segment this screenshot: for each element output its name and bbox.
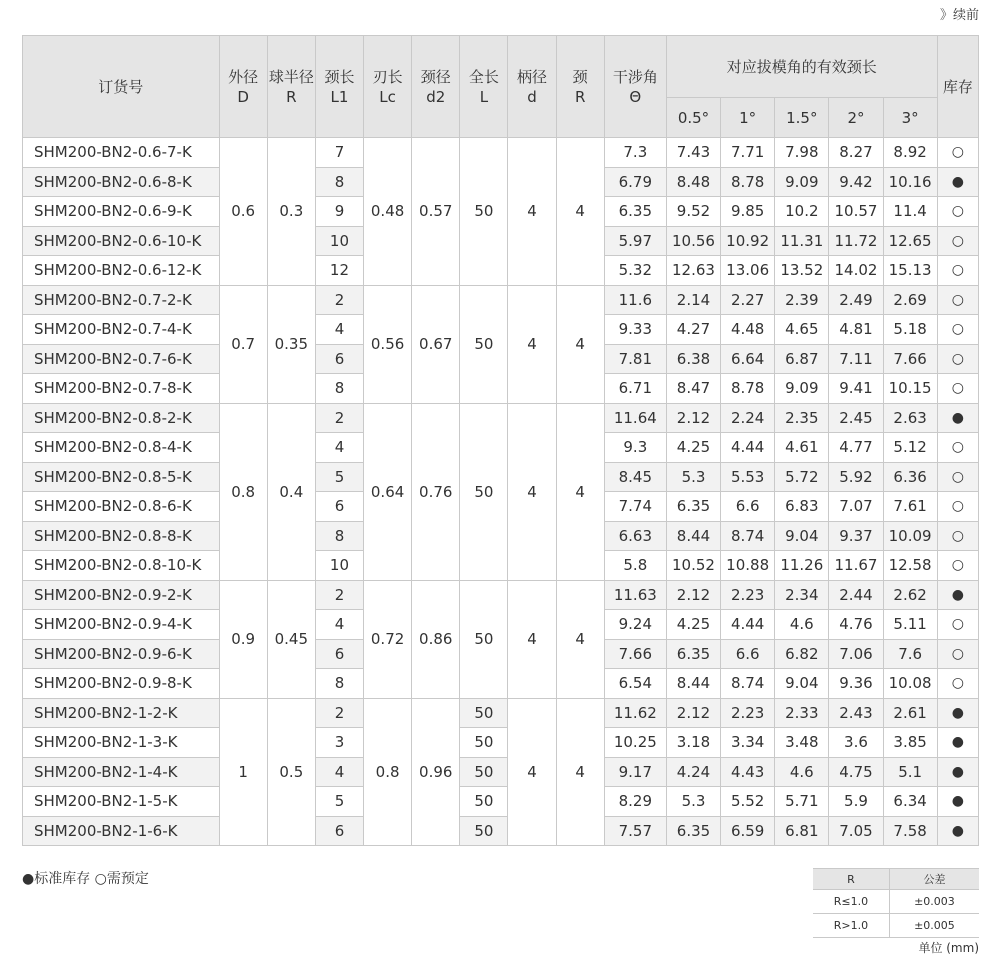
- effective-length: 7.98: [775, 138, 829, 168]
- interference-angle: 11.62: [604, 698, 666, 728]
- effective-length: 8.74: [721, 669, 775, 699]
- neck-r: 4: [556, 138, 604, 286]
- overall-length: 50: [460, 285, 508, 403]
- stock-indicator: ○: [937, 138, 978, 168]
- header-L: 全长 L: [460, 36, 508, 138]
- stock-indicator: ●: [937, 167, 978, 197]
- standard-stock-label: 标准库存: [34, 871, 91, 887]
- effective-length: 9.09: [775, 374, 829, 404]
- effective-length: 6.34: [883, 787, 937, 817]
- effective-length: 6.35: [666, 492, 720, 522]
- neck-diameter: 0.67: [412, 285, 460, 403]
- ball-radius: 0.45: [267, 580, 315, 698]
- neck-length: 2: [315, 403, 363, 433]
- header-theta: 干涉角 Θ: [604, 36, 666, 138]
- effective-length: 2.12: [666, 580, 720, 610]
- effective-length: 8.47: [666, 374, 720, 404]
- tolerance-header-value: 公差: [889, 869, 979, 890]
- effective-length: 11.31: [775, 226, 829, 256]
- header-L1: 颈长 L1: [315, 36, 363, 138]
- stock-indicator: ○: [937, 256, 978, 286]
- stock-indicator: ○: [937, 315, 978, 345]
- overall-length: 50: [460, 698, 508, 728]
- effective-length: 4.76: [829, 610, 883, 640]
- header-d: 柄径 d: [508, 36, 556, 138]
- effective-length: 7.61: [883, 492, 937, 522]
- effective-length: 8.44: [666, 669, 720, 699]
- neck-length: 5: [315, 787, 363, 817]
- interference-angle: 11.6: [604, 285, 666, 315]
- effective-length: 4.65: [775, 315, 829, 345]
- effective-length: 6.6: [721, 639, 775, 669]
- effective-length: 3.18: [666, 728, 720, 758]
- effective-length: 10.08: [883, 669, 937, 699]
- effective-length: 4.75: [829, 757, 883, 787]
- interference-angle: 7.81: [604, 344, 666, 374]
- effective-length: 4.25: [666, 610, 720, 640]
- outer-diameter: 1: [219, 698, 267, 846]
- ball-radius: 0.5: [267, 698, 315, 846]
- effective-length: 2.12: [666, 403, 720, 433]
- overall-length: 50: [460, 728, 508, 758]
- table-row: [23, 580, 979, 610]
- order-code: SHM200-BN2-1-2-K: [23, 698, 220, 728]
- order-code: SHM200-BN2-0.7-6-K: [23, 344, 220, 374]
- effective-length: 6.81: [775, 816, 829, 846]
- effective-length: 4.44: [721, 433, 775, 463]
- effective-length: 6.38: [666, 344, 720, 374]
- table-row: [23, 138, 979, 168]
- interference-angle: 6.71: [604, 374, 666, 404]
- effective-length: 9.04: [775, 521, 829, 551]
- neck-length: 12: [315, 256, 363, 286]
- order-code: SHM200-BN2-0.7-4-K: [23, 315, 220, 345]
- stock-indicator: ○: [937, 521, 978, 551]
- effective-length: 5.9: [829, 787, 883, 817]
- effective-length: 7.71: [721, 138, 775, 168]
- order-code: SHM200-BN2-0.7-8-K: [23, 374, 220, 404]
- order-code: SHM200-BN2-1-3-K: [23, 728, 220, 758]
- effective-length: 5.72: [775, 462, 829, 492]
- neck-length: 4: [315, 433, 363, 463]
- effective-length: 9.37: [829, 521, 883, 551]
- neck-length: 8: [315, 521, 363, 551]
- table-body: [23, 138, 979, 846]
- shank-diameter: 4: [508, 698, 556, 846]
- effective-length: 10.88: [721, 551, 775, 581]
- effective-length: 4.24: [666, 757, 720, 787]
- order-code: SHM200-BN2-0.8-6-K: [23, 492, 220, 522]
- tolerance-header-r: R: [813, 869, 889, 890]
- overall-length: 50: [460, 580, 508, 698]
- order-code: SHM200-BN2-1-4-K: [23, 757, 220, 787]
- effective-length: 12.58: [883, 551, 937, 581]
- effective-length: 13.52: [775, 256, 829, 286]
- stock-indicator: ○: [937, 492, 978, 522]
- effective-length: 8.44: [666, 521, 720, 551]
- effective-length: 5.53: [721, 462, 775, 492]
- neck-length: 6: [315, 816, 363, 846]
- neck-length: 2: [315, 580, 363, 610]
- neck-r: 4: [556, 403, 604, 580]
- outer-diameter: 0.9: [219, 580, 267, 698]
- effective-length: 13.06: [721, 256, 775, 286]
- effective-length: 15.13: [883, 256, 937, 286]
- effective-length: 7.11: [829, 344, 883, 374]
- effective-length: 10.56: [666, 226, 720, 256]
- flute-length: 0.48: [364, 138, 412, 286]
- stock-indicator: ●: [937, 787, 978, 817]
- effective-length: 5.3: [666, 462, 720, 492]
- order-code: SHM200-BN2-0.8-4-K: [23, 433, 220, 463]
- neck-length: 8: [315, 167, 363, 197]
- header-stock: 库存: [937, 36, 978, 138]
- effective-length: 7.66: [883, 344, 937, 374]
- unit-label: 单位 (mm): [918, 941, 979, 955]
- order-code: SHM200-BN2-0.8-10-K: [23, 551, 220, 581]
- effective-length: 9.41: [829, 374, 883, 404]
- header-effective-neck-length: 对应拔模角的有效颈长: [666, 36, 937, 98]
- neck-length: 6: [315, 639, 363, 669]
- shank-diameter: 4: [508, 403, 556, 580]
- interference-angle: 6.79: [604, 167, 666, 197]
- order-code: SHM200-BN2-0.9-4-K: [23, 610, 220, 640]
- effective-length: 3.34: [721, 728, 775, 758]
- neck-diameter: 0.96: [412, 698, 460, 846]
- shank-diameter: 4: [508, 580, 556, 698]
- outer-diameter: 0.7: [219, 285, 267, 403]
- effective-length: 4.25: [666, 433, 720, 463]
- effective-length: 11.4: [883, 197, 937, 227]
- effective-length: 2.34: [775, 580, 829, 610]
- effective-length: 2.39: [775, 285, 829, 315]
- neck-length: 7: [315, 138, 363, 168]
- header-angle-0-5: 0.5°: [666, 98, 720, 138]
- header-angle-2: 2°: [829, 98, 883, 138]
- outer-diameter: 0.8: [219, 403, 267, 580]
- stock-indicator: ○: [937, 285, 978, 315]
- table-row: [23, 787, 979, 817]
- neck-length: 6: [315, 492, 363, 522]
- neck-length: 2: [315, 698, 363, 728]
- header-Lc: 刃长 Lc: [364, 36, 412, 138]
- effective-length: 5.12: [883, 433, 937, 463]
- effective-length: 10.57: [829, 197, 883, 227]
- effective-length: 11.72: [829, 226, 883, 256]
- effective-length: 8.92: [883, 138, 937, 168]
- stock-indicator: ○: [937, 433, 978, 463]
- interference-angle: 9.3: [604, 433, 666, 463]
- order-code: SHM200-BN2-0.9-2-K: [23, 580, 220, 610]
- effective-length: 2.14: [666, 285, 720, 315]
- effective-length: 2.49: [829, 285, 883, 315]
- effective-length: 11.67: [829, 551, 883, 581]
- order-code: SHM200-BN2-1-5-K: [23, 787, 220, 817]
- table-row: [23, 757, 979, 787]
- effective-length: 8.74: [721, 521, 775, 551]
- interference-angle: 8.29: [604, 787, 666, 817]
- header-code: 订货号: [23, 36, 220, 138]
- stock-indicator: ●: [937, 816, 978, 846]
- stock-indicator: ○: [937, 226, 978, 256]
- flute-length: 0.64: [364, 403, 412, 580]
- header-neck-R: 颈 R: [556, 36, 604, 138]
- neck-diameter: 0.86: [412, 580, 460, 698]
- order-code: SHM200-BN2-0.6-9-K: [23, 197, 220, 227]
- flute-length: 0.72: [364, 580, 412, 698]
- effective-length: 8.48: [666, 167, 720, 197]
- effective-length: 6.83: [775, 492, 829, 522]
- effective-length: 5.1: [883, 757, 937, 787]
- effective-length: 5.18: [883, 315, 937, 345]
- header-angle-3: 3°: [883, 98, 937, 138]
- effective-length: 14.02: [829, 256, 883, 286]
- effective-length: 5.52: [721, 787, 775, 817]
- neck-r: 4: [556, 698, 604, 846]
- effective-length: 6.64: [721, 344, 775, 374]
- stock-indicator: ○: [937, 639, 978, 669]
- effective-length: 9.85: [721, 197, 775, 227]
- table-row: [23, 816, 979, 846]
- effective-length: 9.52: [666, 197, 720, 227]
- tolerance-value: ±0.003: [889, 890, 979, 914]
- tolerance-range: R>1.0: [813, 914, 889, 938]
- effective-length: 2.61: [883, 698, 937, 728]
- interference-angle: 8.45: [604, 462, 666, 492]
- effective-length: 6.82: [775, 639, 829, 669]
- stock-indicator: ●: [937, 580, 978, 610]
- neck-length: 4: [315, 757, 363, 787]
- effective-length: 3.6: [829, 728, 883, 758]
- effective-length: 2.12: [666, 698, 720, 728]
- stock-legend: [22, 868, 149, 888]
- interference-angle: 10.25: [604, 728, 666, 758]
- stock-indicator: ○: [937, 374, 978, 404]
- effective-length: 9.09: [775, 167, 829, 197]
- ball-radius: 0.3: [267, 138, 315, 286]
- order-stock-label: 需预定: [106, 871, 149, 887]
- overall-length: 50: [460, 403, 508, 580]
- interference-angle: 11.63: [604, 580, 666, 610]
- ball-radius: 0.4: [267, 403, 315, 580]
- stock-indicator: ●: [937, 403, 978, 433]
- effective-length: 5.71: [775, 787, 829, 817]
- effective-length: 2.69: [883, 285, 937, 315]
- effective-length: 7.43: [666, 138, 720, 168]
- interference-angle: 5.8: [604, 551, 666, 581]
- neck-length: 3: [315, 728, 363, 758]
- effective-length: 2.23: [721, 580, 775, 610]
- effective-length: 8.27: [829, 138, 883, 168]
- overall-length: 50: [460, 787, 508, 817]
- effective-length: 2.63: [883, 403, 937, 433]
- effective-length: 2.35: [775, 403, 829, 433]
- table-row: [23, 698, 979, 728]
- stock-indicator: ○: [937, 344, 978, 374]
- effective-length: 10.16: [883, 167, 937, 197]
- effective-length: 4.6: [775, 610, 829, 640]
- tolerance-table: [813, 868, 979, 938]
- table-row: [23, 285, 979, 315]
- neck-length: 4: [315, 610, 363, 640]
- outer-diameter: 0.6: [219, 138, 267, 286]
- effective-length: 7.6: [883, 639, 937, 669]
- flute-length: 0.8: [364, 698, 412, 846]
- effective-length: 5.11: [883, 610, 937, 640]
- order-code: SHM200-BN2-0.7-2-K: [23, 285, 220, 315]
- interference-angle: 9.17: [604, 757, 666, 787]
- effective-length: 10.15: [883, 374, 937, 404]
- effective-length: 6.87: [775, 344, 829, 374]
- effective-length: 5.92: [829, 462, 883, 492]
- effective-length: 2.62: [883, 580, 937, 610]
- order-code: SHM200-BN2-0.6-7-K: [23, 138, 220, 168]
- interference-angle: 7.66: [604, 639, 666, 669]
- effective-length: 9.36: [829, 669, 883, 699]
- neck-length: 10: [315, 226, 363, 256]
- effective-length: 4.48: [721, 315, 775, 345]
- overall-length: 50: [460, 816, 508, 846]
- effective-length: 12.63: [666, 256, 720, 286]
- effective-length: 4.43: [721, 757, 775, 787]
- effective-length: 7.06: [829, 639, 883, 669]
- effective-length: 6.35: [666, 816, 720, 846]
- effective-length: 12.65: [883, 226, 937, 256]
- effective-length: 4.77: [829, 433, 883, 463]
- overall-length: 50: [460, 138, 508, 286]
- tolerance-value: ±0.005: [889, 914, 979, 938]
- effective-length: 9.42: [829, 167, 883, 197]
- header-angle-1-5: 1.5°: [775, 98, 829, 138]
- effective-length: 7.05: [829, 816, 883, 846]
- order-code: SHM200-BN2-0.8-8-K: [23, 521, 220, 551]
- stock-indicator: ○: [937, 462, 978, 492]
- stock-indicator: ○: [937, 197, 978, 227]
- neck-length: 5: [315, 462, 363, 492]
- stock-indicator: ●: [937, 757, 978, 787]
- neck-r: 4: [556, 580, 604, 698]
- table-row: [23, 403, 979, 433]
- neck-diameter: 0.57: [412, 138, 460, 286]
- effective-length: 7.07: [829, 492, 883, 522]
- effective-length: 2.44: [829, 580, 883, 610]
- overall-length: 50: [460, 757, 508, 787]
- effective-length: 4.27: [666, 315, 720, 345]
- standard-stock-symbol: ●: [22, 871, 35, 887]
- effective-length: 6.6: [721, 492, 775, 522]
- effective-length: 6.59: [721, 816, 775, 846]
- effective-length: 2.23: [721, 698, 775, 728]
- header-angle-1: 1°: [721, 98, 775, 138]
- effective-length: 9.04: [775, 669, 829, 699]
- interference-angle: 6.54: [604, 669, 666, 699]
- effective-length: 10.2: [775, 197, 829, 227]
- effective-length: 6.35: [666, 639, 720, 669]
- order-code: SHM200-BN2-0.6-12-K: [23, 256, 220, 286]
- neck-length: 4: [315, 315, 363, 345]
- effective-length: 10.52: [666, 551, 720, 581]
- effective-length: 8.78: [721, 374, 775, 404]
- effective-length: 3.85: [883, 728, 937, 758]
- shank-diameter: 4: [508, 138, 556, 286]
- effective-length: 4.61: [775, 433, 829, 463]
- stock-indicator: ●: [937, 728, 978, 758]
- tolerance-range: R≤1.0: [813, 890, 889, 914]
- effective-length: 10.09: [883, 521, 937, 551]
- table-row: [23, 728, 979, 758]
- effective-length: 3.48: [775, 728, 829, 758]
- effective-length: 4.81: [829, 315, 883, 345]
- neck-length: 2: [315, 285, 363, 315]
- neck-diameter: 0.76: [412, 403, 460, 580]
- neck-length: 10: [315, 551, 363, 581]
- order-code: SHM200-BN2-1-6-K: [23, 816, 220, 846]
- header-D: 外径 D: [219, 36, 267, 138]
- interference-angle: 11.64: [604, 403, 666, 433]
- stock-indicator: ○: [937, 551, 978, 581]
- effective-length: 2.24: [721, 403, 775, 433]
- neck-length: 6: [315, 344, 363, 374]
- interference-angle: 7.74: [604, 492, 666, 522]
- effective-length: 8.78: [721, 167, 775, 197]
- effective-length: 2.43: [829, 698, 883, 728]
- neck-length: 9: [315, 197, 363, 227]
- interference-angle: 6.63: [604, 521, 666, 551]
- product-table: [22, 35, 979, 846]
- header-R: 球半径 R: [267, 36, 315, 138]
- effective-length: 11.26: [775, 551, 829, 581]
- neck-length: 8: [315, 374, 363, 404]
- effective-length: 2.33: [775, 698, 829, 728]
- order-code: SHM200-BN2-0.8-5-K: [23, 462, 220, 492]
- shank-diameter: 4: [508, 285, 556, 403]
- interference-angle: 6.35: [604, 197, 666, 227]
- stock-indicator: ○: [937, 610, 978, 640]
- stock-indicator: ○: [937, 669, 978, 699]
- effective-length: 7.58: [883, 816, 937, 846]
- effective-length: 5.3: [666, 787, 720, 817]
- flute-length: 0.56: [364, 285, 412, 403]
- header-d2: 颈径 d2: [412, 36, 460, 138]
- order-code: SHM200-BN2-0.6-10-K: [23, 226, 220, 256]
- effective-length: 10.92: [721, 226, 775, 256]
- effective-length: 4.44: [721, 610, 775, 640]
- order-code: SHM200-BN2-0.8-2-K: [23, 403, 220, 433]
- order-stock-symbol: ○: [94, 871, 107, 887]
- order-code: SHM200-BN2-0.9-8-K: [23, 669, 220, 699]
- interference-angle: 7.57: [604, 816, 666, 846]
- interference-angle: 5.97: [604, 226, 666, 256]
- ball-radius: 0.35: [267, 285, 315, 403]
- neck-r: 4: [556, 285, 604, 403]
- effective-length: 6.36: [883, 462, 937, 492]
- effective-length: 2.45: [829, 403, 883, 433]
- effective-length: 4.6: [775, 757, 829, 787]
- interference-angle: 7.3: [604, 138, 666, 168]
- continued-label: 》续前: [939, 8, 979, 23]
- neck-length: 8: [315, 669, 363, 699]
- effective-length: 2.27: [721, 285, 775, 315]
- stock-indicator: ●: [937, 698, 978, 728]
- interference-angle: 9.33: [604, 315, 666, 345]
- order-code: SHM200-BN2-0.6-8-K: [23, 167, 220, 197]
- interference-angle: 9.24: [604, 610, 666, 640]
- interference-angle: 5.32: [604, 256, 666, 286]
- order-code: SHM200-BN2-0.9-6-K: [23, 639, 220, 669]
